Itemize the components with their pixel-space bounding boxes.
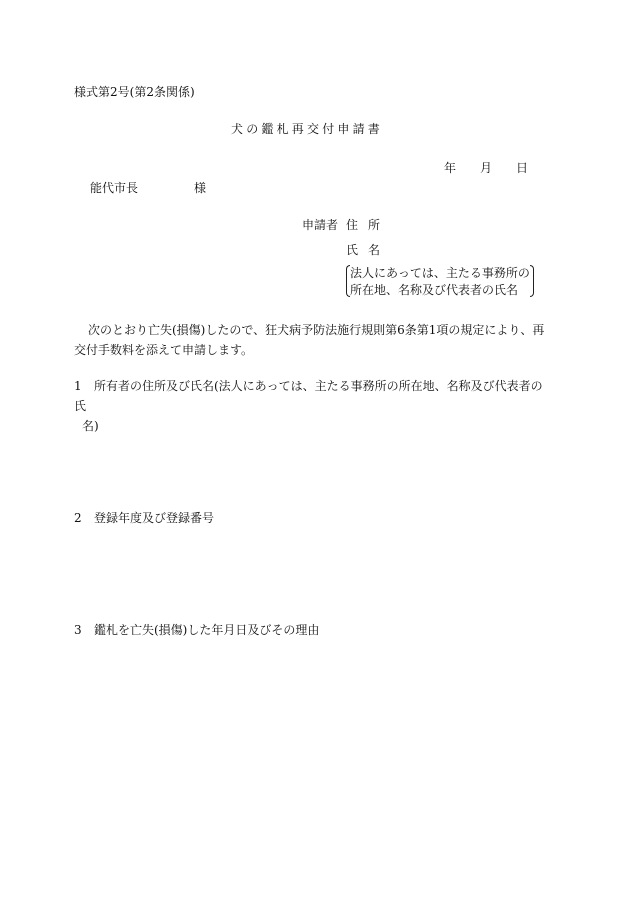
section-heading: 登録年度及び登録番号 [94,511,215,525]
document-title: 犬の鑑札再交付申請書 [231,122,384,136]
applicant-label: 申請者 [302,218,339,232]
bracket-left [346,265,350,297]
form-number: 様式第2号(第2条関係) [74,85,195,99]
addressee-honorific: 様 [194,181,207,195]
addressee-name: 能代市長 [90,181,139,195]
applicant-address-label: 住所 [346,218,391,232]
section-number: 3 [74,623,82,637]
date-month-label: 月 [480,161,493,175]
corporation-note-line-1: 法人にあっては、主たる事務所の [350,266,530,280]
section-registration [74,508,550,528]
application-statement: 次のとおり亡失(損傷)したので、狂犬病予防法施行規則第6条第1項の規定により、再交付手数料を添えて申請します。 [74,323,545,357]
date-day-label: 日 [516,161,529,175]
section-number: 1 [74,379,82,393]
addressee [90,182,206,194]
section-heading-continued: 名) [82,419,99,433]
section-owner-info [74,376,550,436]
applicant-name-label: 氏名 [346,243,391,257]
date-year-label: 年 [444,161,457,175]
bracket-right [530,265,534,297]
corporation-note-line-2: 所在地、名称及び代表者の氏名 [350,283,519,297]
date-line [444,162,528,174]
section-loss-details [74,620,550,640]
corporation-note [346,265,534,299]
section-heading: 鑑札を亡失(損傷)した年月日及びその理由 [94,623,320,637]
section-number: 2 [74,511,82,525]
section-heading: 所有者の住所及び氏名(法人にあっては、主たる事務所の所在地、名称及び代表者の氏 [74,379,543,413]
